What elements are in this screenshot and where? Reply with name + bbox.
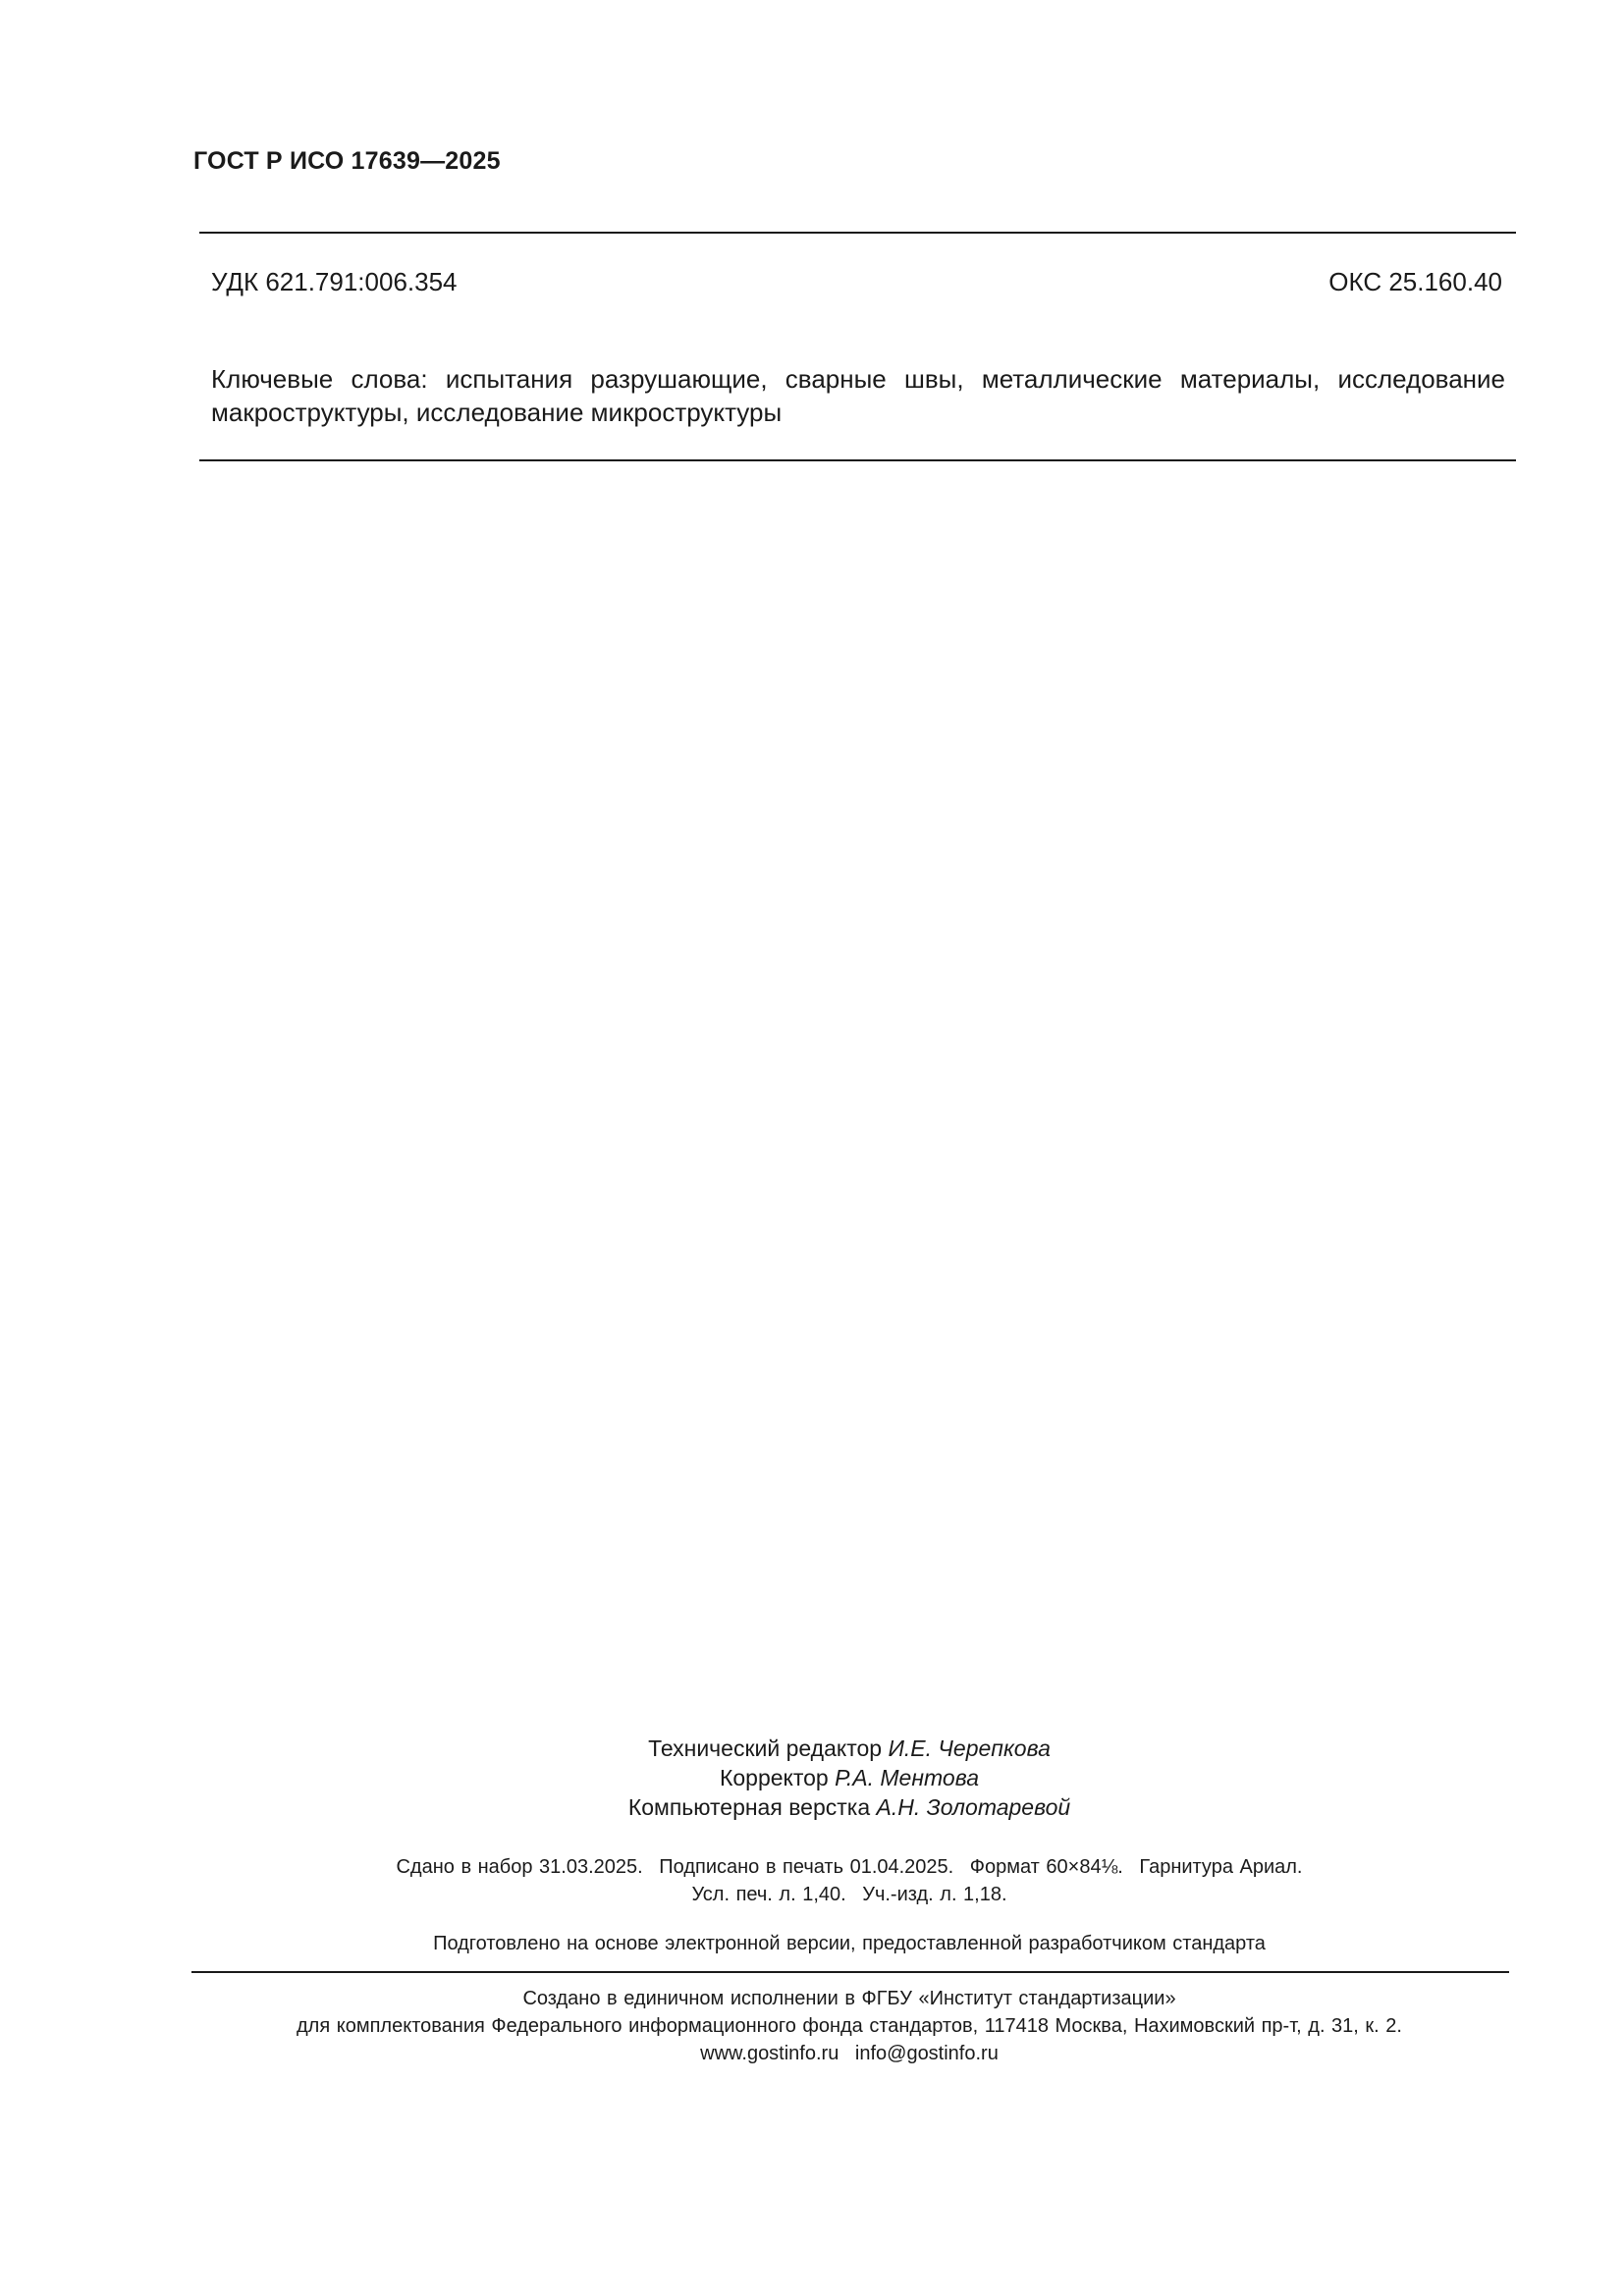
keywords-line-2: макроструктуры, исследование микроструктуры <box>211 398 783 427</box>
publisher-divider <box>191 1971 1509 1973</box>
standard-number: ГОСТ Р ИСО 17639—2025 <box>193 147 501 175</box>
imprint-signed: Подписано в печать 01.04.2025. <box>659 1856 954 1878</box>
imprint-pub-sheets: Уч.-изд. л. 1,18. <box>862 1884 1007 1905</box>
imprint-line-2 <box>0 1881 1624 1908</box>
corrector-line <box>0 1763 1624 1792</box>
tech-editor-name: И.Е. Черепкова <box>888 1735 1051 1761</box>
credits-block <box>0 1734 1624 1822</box>
publisher-block <box>0 1985 1624 2067</box>
imprint-submitted: Сдано в набор 31.03.2025. <box>396 1856 643 1878</box>
keywords-divider <box>199 459 1516 461</box>
keywords-paragraph <box>211 362 1505 429</box>
top-divider <box>199 232 1516 234</box>
oks-code: ОКС 25.160.40 <box>1328 267 1502 296</box>
publisher-email: info@gostinfo.ru <box>854 2043 999 2064</box>
publisher-website: www.gostinfo.ru <box>700 2043 839 2064</box>
layout-line <box>0 1792 1624 1822</box>
imprint-line-1 <box>0 1853 1624 1881</box>
keywords-line-1: Ключевые слова: испытания разрушающие, сварные швы, металлические материалы, исследование <box>211 364 1505 394</box>
udc-code: УДК 621.791:006.354 <box>211 267 458 296</box>
publisher-line-1: Создано в единичном исполнении в ФГБУ «Институт стандартизации» <box>522 1988 1176 2009</box>
corrector-name: Р.А. Ментова <box>835 1765 979 1790</box>
publisher-line-2: для комплектования Федерального информационного фонда стандартов, 117418 Москва, Нахимовский пр-т, д. 31, к. 2. <box>297 2015 1402 2037</box>
layout-label: Компьютерная верстка <box>627 1794 871 1820</box>
corrector-label: Корректор <box>719 1765 829 1790</box>
prepared-note: Подготовлено на основе электронной версии, предоставленной разработчиком стандарта <box>433 1933 1266 1954</box>
imprint-block <box>0 1853 1624 1908</box>
tech-editor-label: Технический редактор <box>648 1735 883 1761</box>
imprint-format: Формат 60×84⅛. <box>969 1856 1123 1878</box>
imprint-print-sheets: Усл. печ. л. 1,40. <box>691 1884 846 1905</box>
tech-editor-line <box>0 1734 1624 1763</box>
publisher-contacts <box>0 2040 1624 2067</box>
imprint-typeface: Гарнитура Ариал. <box>1139 1856 1303 1878</box>
layout-name: А.Н. Золотаревой <box>876 1794 1071 1820</box>
